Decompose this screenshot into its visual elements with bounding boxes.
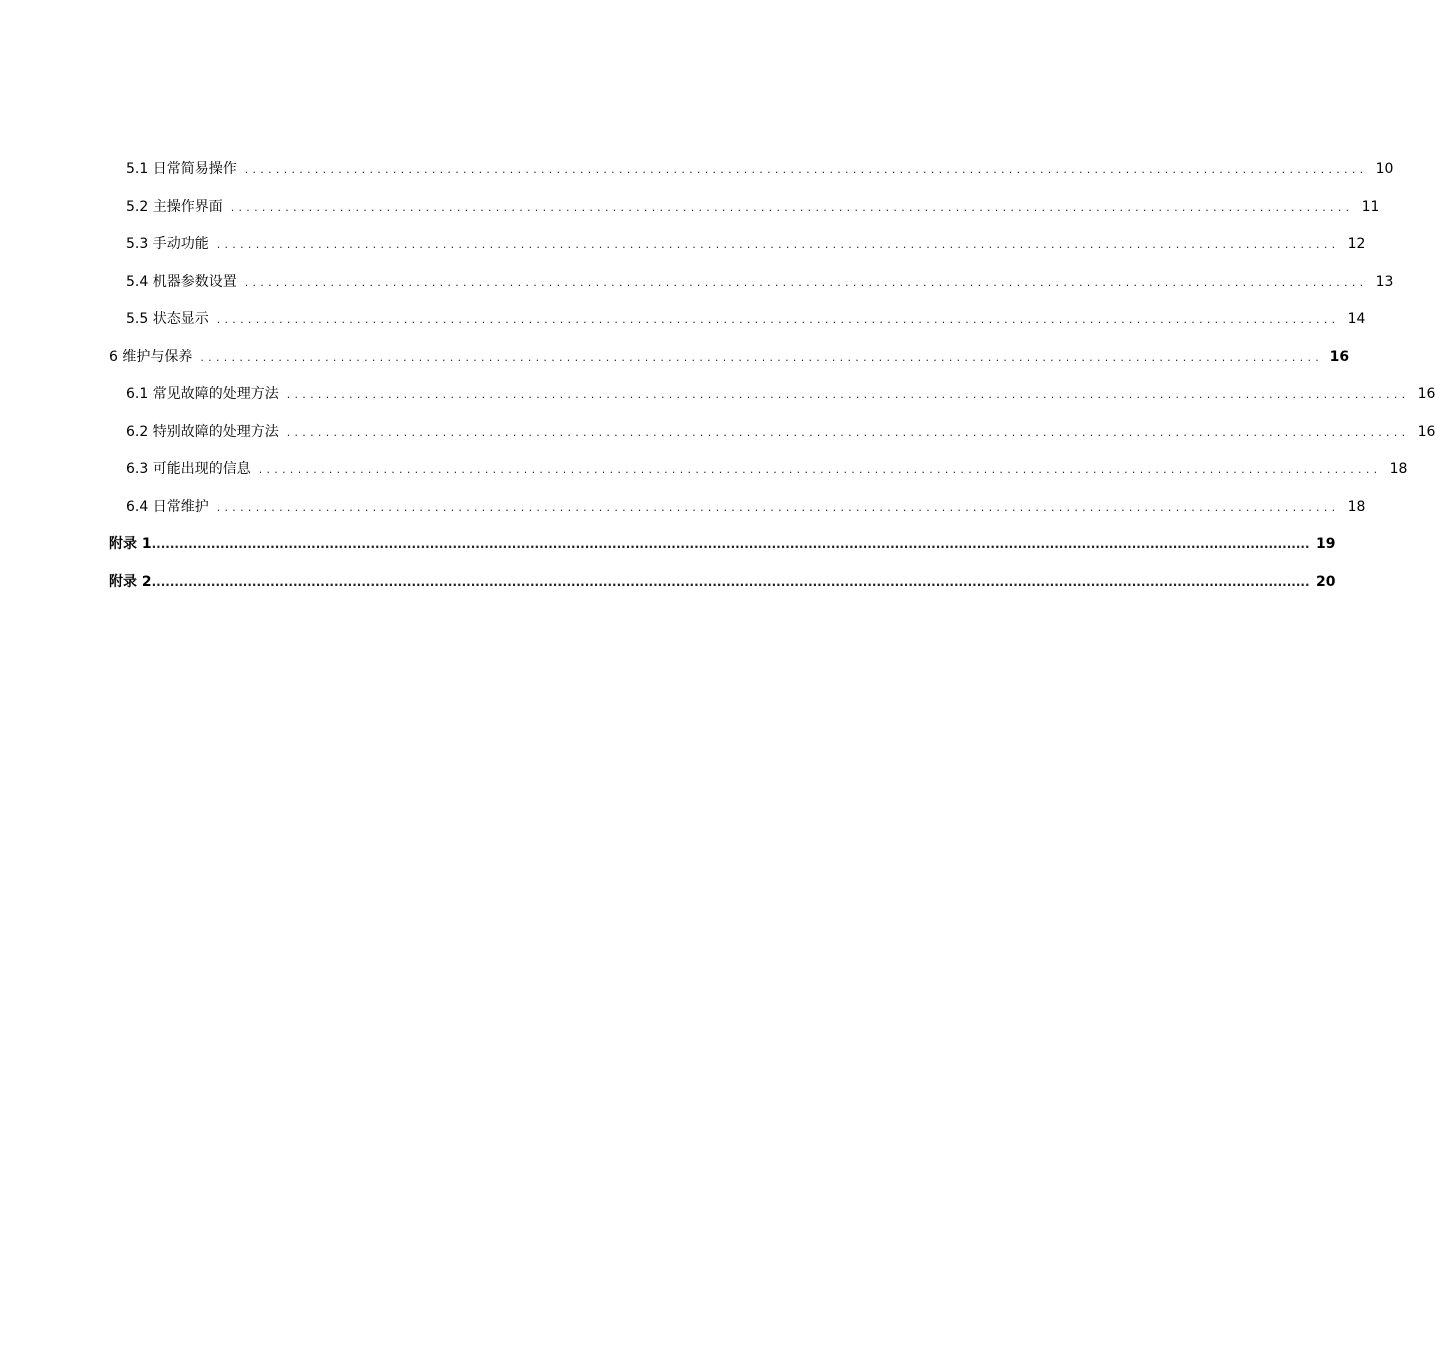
toc-entry-5-1[interactable]: [126, 158, 1394, 180]
toc-dot-leader: ................................................................................................................................................: [286, 388, 1410, 401]
toc-dot-leader: ..............................................................................................................................................................................................................................................................: [151, 537, 1310, 551]
toc-page-number: 10: [1375, 161, 1394, 177]
toc-entry-5-2[interactable]: [126, 196, 1380, 218]
toc-dot-leader: ..............................................................................................................................................................................................................................................................: [151, 575, 1310, 589]
toc-entry-5-5[interactable]: [126, 308, 1366, 330]
toc-page-number: 16: [1417, 386, 1435, 402]
toc-page-number: 12: [1347, 236, 1366, 252]
toc-entry-title: 5.2 主操作界面: [126, 199, 223, 215]
toc-dot-leader: ................................................................................................................................................: [216, 501, 1340, 514]
toc-entry-appendix-2[interactable]: [109, 571, 1336, 593]
toc-dot-leader: ................................................................................................................................................: [216, 238, 1340, 251]
toc-entry-title: 6.4 日常维护: [126, 499, 209, 515]
toc-page-number: 19: [1316, 536, 1336, 552]
toc-page-number: 20: [1316, 574, 1336, 590]
toc-entry-5-4[interactable]: [126, 271, 1394, 293]
toc-entry-6-2[interactable]: [126, 421, 1435, 443]
toc-entry-6-3[interactable]: [126, 458, 1408, 480]
toc-dot-leader: ................................................................................................................................................: [216, 313, 1340, 326]
toc-page-number: 18: [1389, 461, 1408, 477]
toc-page-number: 13: [1375, 274, 1394, 290]
toc-entry-5-3[interactable]: [126, 233, 1366, 255]
toc-dot-leader: ................................................................................................................................................: [244, 163, 1368, 176]
toc-entry-6-4[interactable]: [126, 496, 1366, 518]
toc-entry-6[interactable]: [109, 346, 1350, 368]
toc-dot-leader: ................................................................................................................................................: [244, 276, 1368, 289]
toc-page-number: 18: [1347, 499, 1366, 515]
toc-entry-title: 6.1 常见故障的处理方法: [126, 386, 279, 402]
toc-entry-title: 附录 1: [109, 536, 152, 552]
toc-entry-title: 6.2 特别故障的处理方法: [126, 424, 279, 440]
toc-dot-leader: ................................................................................................................................................: [200, 351, 1324, 364]
toc-page-number: 16: [1329, 349, 1350, 365]
toc-entry-title: 5.4 机器参数设置: [126, 274, 237, 290]
toc-page-number: 11: [1361, 199, 1380, 215]
toc-dot-leader: ................................................................................................................................................: [286, 426, 1410, 439]
toc-entry-title: 6.3 可能出现的信息: [126, 461, 251, 477]
toc-entry-6-1[interactable]: [126, 383, 1435, 405]
toc-entry-title: 5.1 日常简易操作: [126, 161, 237, 177]
toc-entry-title: 5.3 手动功能: [126, 236, 209, 252]
toc-entry-appendix-1[interactable]: [109, 533, 1336, 555]
toc-dot-leader: ................................................................................................................................................: [230, 201, 1354, 214]
toc-page-number: 14: [1347, 311, 1366, 327]
toc-entry-title: 附录 2: [109, 574, 152, 590]
toc-entry-title: 5.5 状态显示: [126, 311, 209, 327]
toc-entry-title: 6 维护与保养: [109, 349, 193, 365]
toc-dot-leader: ................................................................................................................................................: [258, 463, 1382, 476]
toc-page-number: 16: [1417, 424, 1435, 440]
